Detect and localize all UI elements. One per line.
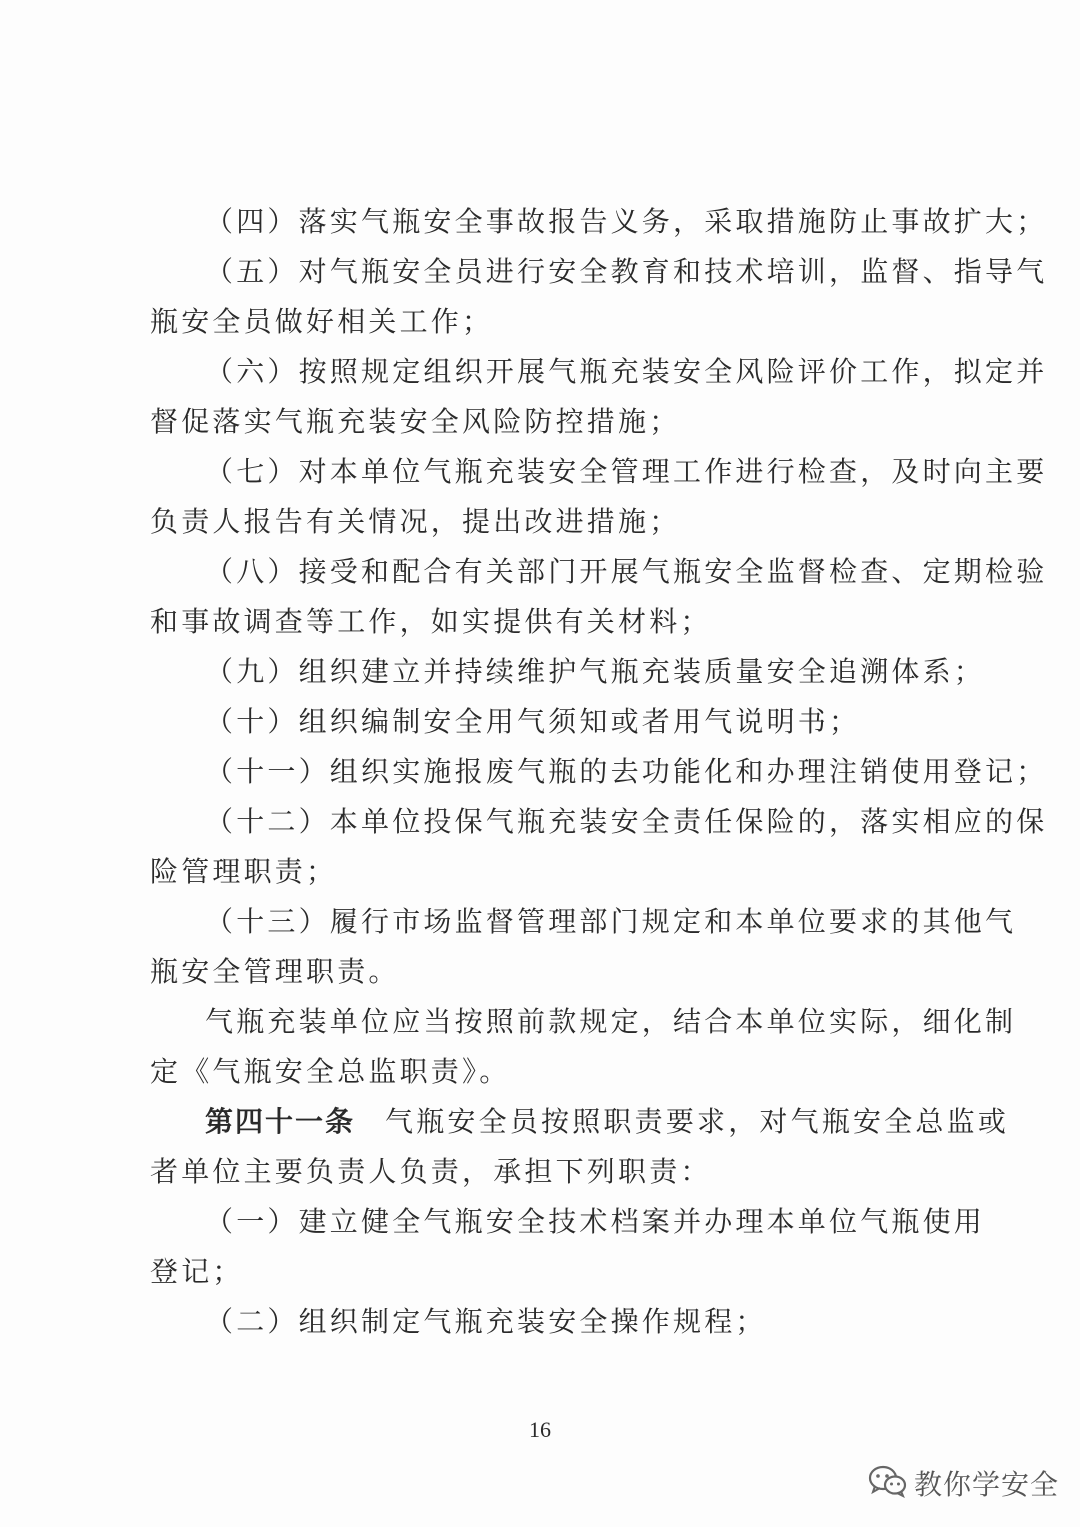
paragraph-line: 定《气瓶安全总监职责》。 [150, 1055, 511, 1088]
paragraph-line: 气瓶充装单位应当按照前款规定，结合本单位实际，细化制 [205, 1005, 1017, 1038]
watermark-text: 教你学安全 [914, 1468, 1060, 1501]
paragraph-line: （十三）履行市场监督管理部门规定和本单位要求的其他气 [205, 905, 1017, 938]
paragraph-line: 瓶安全员做好相关工作； [150, 305, 494, 338]
paragraph-line: （四）落实气瓶安全事故报告义务，采取措施防止事故扩大； [205, 205, 1048, 238]
wechat-icon [868, 1464, 908, 1502]
article-heading: 第四十一条 [205, 1105, 356, 1138]
paragraph-line: 瓶安全管理职责。 [150, 955, 400, 988]
paragraph-line: 和事故调查等工作，如实提供有关材料； [150, 605, 712, 638]
paragraph-line: （十一）组织实施报废气瓶的去功能化和办理注销使用登记； [205, 755, 1048, 788]
paragraph-line: （六）按照规定组织开展气瓶充装安全风险评价工作，拟定并 [205, 355, 1048, 388]
article-41-first-line [205, 1105, 1010, 1139]
paragraph-line: 负责人报告有关情况，提出改进措施； [150, 505, 681, 538]
paragraph-line: 登记； [150, 1255, 244, 1288]
watermark [868, 1463, 1059, 1503]
paragraph-line: （十二）本单位投保气瓶充装安全责任保险的，落实相应的保 [205, 805, 1048, 838]
paragraph-line: （十）组织编制安全用气须知或者用气说明书； [205, 705, 861, 738]
page-number: 16 [529, 1417, 551, 1442]
paragraph-line: 督促落实气瓶充装安全风险防控措施； [150, 405, 681, 438]
paragraph-line: （一）建立健全气瓶安全技术档案并办理本单位气瓶使用 [205, 1205, 986, 1238]
paragraph-line: （八）接受和配合有关部门开展气瓶安全监督检查、定期检验 [205, 555, 1048, 588]
article-text: 气瓶安全员按照职责要求，对气瓶安全总监或 [385, 1105, 1010, 1138]
paragraph-line: 者单位主要负责人负责，承担下列职责： [150, 1155, 712, 1188]
paragraph-line: （九）组织建立并持续维护气瓶充装质量安全追溯体系； [205, 655, 986, 688]
paragraph-line: （五）对气瓶安全员进行安全教育和技术培训，监督、指导气 [205, 255, 1048, 288]
paragraph-line: （七）对本单位气瓶充装安全管理工作进行检查，及时向主要 [205, 455, 1048, 488]
paragraph-line: 险管理职责； [150, 855, 338, 888]
paragraph-line: （二）组织制定气瓶充装安全操作规程； [205, 1305, 767, 1338]
